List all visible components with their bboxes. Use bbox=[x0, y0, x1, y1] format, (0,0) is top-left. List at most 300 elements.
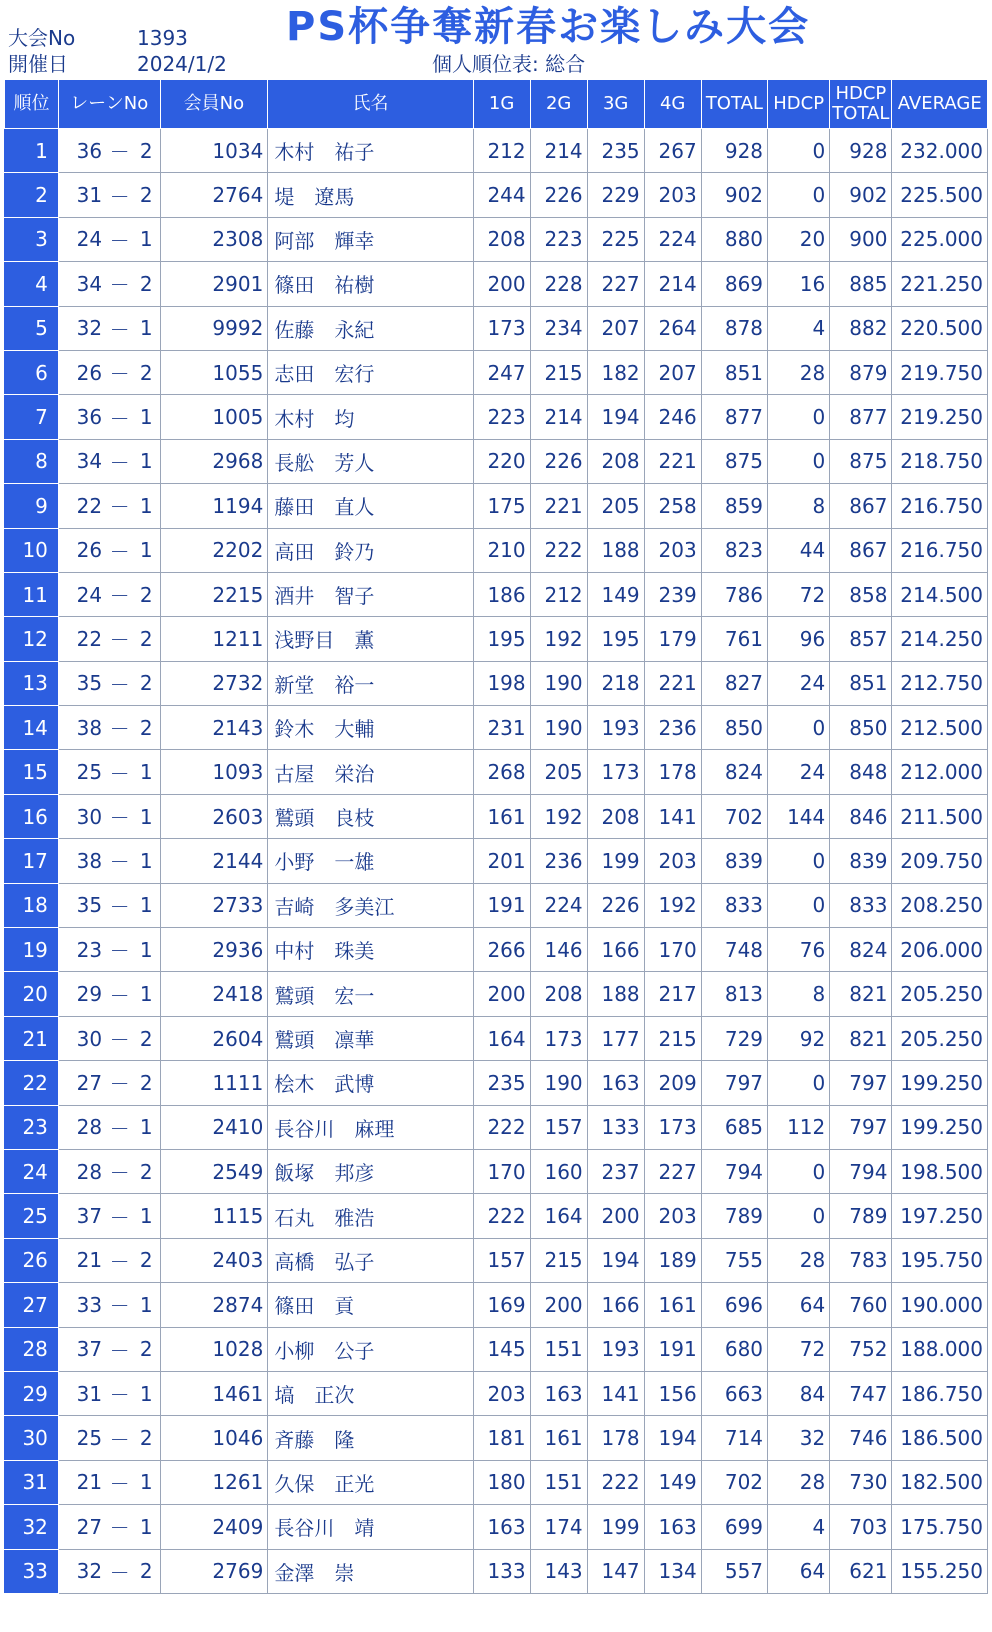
member-no-cell: 2769 bbox=[160, 1549, 268, 1593]
lane-sub-cell: 1 bbox=[133, 1283, 160, 1327]
lane-sub-cell: 1 bbox=[133, 1194, 160, 1238]
hdcp-cell: 112 bbox=[768, 1105, 830, 1149]
hdcp-total-cell: 730 bbox=[830, 1460, 892, 1504]
member-no-cell: 2410 bbox=[160, 1105, 268, 1149]
game2-cell: 146 bbox=[530, 928, 587, 972]
rank-cell: 5 bbox=[5, 306, 59, 350]
lane-dash: － bbox=[106, 484, 133, 528]
game4-cell: 134 bbox=[644, 1549, 701, 1593]
lane-dash: － bbox=[106, 794, 133, 838]
lane-sub-cell: 2 bbox=[133, 1061, 160, 1105]
game4-cell: 163 bbox=[644, 1505, 701, 1549]
game2-cell: 214 bbox=[530, 395, 587, 439]
game1-cell: 222 bbox=[473, 1105, 530, 1149]
lane-cell: 27 bbox=[58, 1061, 106, 1105]
game4-cell: 221 bbox=[644, 439, 701, 483]
game4-cell: 178 bbox=[644, 750, 701, 794]
player-name-cell: 新堂 裕一 bbox=[268, 661, 473, 705]
member-no-cell: 1034 bbox=[160, 129, 268, 173]
player-name-cell: 堤 遼馬 bbox=[268, 173, 473, 217]
average-cell: 175.750 bbox=[892, 1505, 988, 1549]
player-name-cell: 鈴木 大輔 bbox=[268, 706, 473, 750]
lane-cell: 36 bbox=[58, 129, 106, 173]
lane-sub-cell: 2 bbox=[133, 350, 160, 394]
rank-cell: 17 bbox=[5, 839, 59, 883]
average-cell: 186.750 bbox=[892, 1371, 988, 1415]
game1-cell: 244 bbox=[473, 173, 530, 217]
hdcp-total-cell: 747 bbox=[830, 1371, 892, 1415]
player-name-cell: 木村 均 bbox=[268, 395, 473, 439]
table-row bbox=[5, 1549, 988, 1593]
table-row bbox=[5, 262, 988, 306]
hdcp-cell: 8 bbox=[768, 484, 830, 528]
rank-cell: 21 bbox=[5, 1016, 59, 1060]
average-cell: 225.500 bbox=[892, 173, 988, 217]
game2-cell: 164 bbox=[530, 1194, 587, 1238]
game4-cell: 179 bbox=[644, 617, 701, 661]
game1-cell: 191 bbox=[473, 883, 530, 927]
table-row bbox=[5, 1371, 988, 1415]
total-cell: 902 bbox=[701, 173, 767, 217]
lane-sub-cell: 1 bbox=[133, 528, 160, 572]
lane-sub-cell: 1 bbox=[133, 306, 160, 350]
rank-cell: 3 bbox=[5, 217, 59, 261]
member-no-cell: 2215 bbox=[160, 572, 268, 616]
game1-cell: 235 bbox=[473, 1061, 530, 1105]
hdcp-cell: 32 bbox=[768, 1416, 830, 1460]
col-g2-header: 2G bbox=[530, 80, 587, 129]
game3-cell: 173 bbox=[587, 750, 644, 794]
lane-dash: － bbox=[106, 1149, 133, 1193]
member-no-cell: 9992 bbox=[160, 306, 268, 350]
hdcp-total-cell: 867 bbox=[830, 528, 892, 572]
lane-cell: 36 bbox=[58, 395, 106, 439]
player-name-cell: 鷲頭 宏一 bbox=[268, 972, 473, 1016]
lane-cell: 28 bbox=[58, 1105, 106, 1149]
hdcp-cell: 144 bbox=[768, 794, 830, 838]
player-name-cell: 石丸 雅浩 bbox=[268, 1194, 473, 1238]
game3-cell: 208 bbox=[587, 439, 644, 483]
game4-cell: 203 bbox=[644, 1194, 701, 1238]
hdcp-total-cell: 703 bbox=[830, 1505, 892, 1549]
lane-cell: 24 bbox=[58, 572, 106, 616]
lane-dash: － bbox=[106, 217, 133, 261]
average-cell: 155.250 bbox=[892, 1549, 988, 1593]
game1-cell: 266 bbox=[473, 928, 530, 972]
hdcp-cell: 72 bbox=[768, 1327, 830, 1371]
player-name-cell: 小柳 公子 bbox=[268, 1327, 473, 1371]
member-no-cell: 1046 bbox=[160, 1416, 268, 1460]
lane-dash: － bbox=[106, 262, 133, 306]
rank-cell: 12 bbox=[5, 617, 59, 661]
game2-cell: 208 bbox=[530, 972, 587, 1016]
game3-cell: 163 bbox=[587, 1061, 644, 1105]
lane-cell: 35 bbox=[58, 661, 106, 705]
member-no-cell: 2409 bbox=[160, 1505, 268, 1549]
lane-cell: 27 bbox=[58, 1505, 106, 1549]
game1-cell: 163 bbox=[473, 1505, 530, 1549]
player-name-cell: 篠田 祐樹 bbox=[268, 262, 473, 306]
col-hdcp-total-line1: HDCP bbox=[835, 83, 887, 104]
rank-cell: 2 bbox=[5, 173, 59, 217]
col-hdcp-header: HDCP bbox=[768, 80, 830, 129]
hdcp-cell: 0 bbox=[768, 1149, 830, 1193]
total-cell: 714 bbox=[701, 1416, 767, 1460]
member-no-cell: 2901 bbox=[160, 262, 268, 306]
game3-cell: 222 bbox=[587, 1460, 644, 1504]
hdcp-cell: 24 bbox=[768, 661, 830, 705]
player-name-cell: 浅野目 薫 bbox=[268, 617, 473, 661]
hdcp-total-cell: 797 bbox=[830, 1105, 892, 1149]
lane-cell: 30 bbox=[58, 1016, 106, 1060]
lane-cell: 25 bbox=[58, 1416, 106, 1460]
hdcp-total-cell: 877 bbox=[830, 395, 892, 439]
rank-cell: 8 bbox=[5, 439, 59, 483]
game2-cell: 190 bbox=[530, 661, 587, 705]
game2-cell: 221 bbox=[530, 484, 587, 528]
hdcp-cell: 76 bbox=[768, 928, 830, 972]
player-name-cell: 長舩 芳人 bbox=[268, 439, 473, 483]
game3-cell: 200 bbox=[587, 1194, 644, 1238]
game4-cell: 246 bbox=[644, 395, 701, 439]
game4-cell: 203 bbox=[644, 839, 701, 883]
game1-cell: 186 bbox=[473, 572, 530, 616]
rank-cell: 4 bbox=[5, 262, 59, 306]
col-hdcp-total-line2: TOTAL bbox=[832, 103, 890, 124]
lane-dash: － bbox=[106, 439, 133, 483]
game1-cell: 220 bbox=[473, 439, 530, 483]
rank-cell: 20 bbox=[5, 972, 59, 1016]
game3-cell: 188 bbox=[587, 528, 644, 572]
game4-cell: 170 bbox=[644, 928, 701, 972]
average-cell: 211.500 bbox=[892, 794, 988, 838]
table-header-row bbox=[5, 80, 988, 129]
game1-cell: 201 bbox=[473, 839, 530, 883]
member-no-cell: 2549 bbox=[160, 1149, 268, 1193]
hdcp-total-cell: 879 bbox=[830, 350, 892, 394]
game1-cell: 200 bbox=[473, 262, 530, 306]
player-name-cell: 木村 祐子 bbox=[268, 129, 473, 173]
game4-cell: 194 bbox=[644, 1416, 701, 1460]
game1-cell: 198 bbox=[473, 661, 530, 705]
total-cell: 702 bbox=[701, 1460, 767, 1504]
player-name-cell: 篠田 貢 bbox=[268, 1283, 473, 1327]
hdcp-cell: 84 bbox=[768, 1371, 830, 1415]
game2-cell: 190 bbox=[530, 1061, 587, 1105]
game1-cell: 175 bbox=[473, 484, 530, 528]
ranking-table bbox=[4, 79, 988, 1594]
member-no-cell: 2403 bbox=[160, 1238, 268, 1282]
lane-dash: － bbox=[106, 1460, 133, 1504]
average-cell: 221.250 bbox=[892, 262, 988, 306]
game1-cell: 173 bbox=[473, 306, 530, 350]
lane-cell: 25 bbox=[58, 750, 106, 794]
game3-cell: 166 bbox=[587, 1283, 644, 1327]
lane-sub-cell: 2 bbox=[133, 1238, 160, 1282]
player-name-cell: 塙 正次 bbox=[268, 1371, 473, 1415]
player-name-cell: 古屋 栄治 bbox=[268, 750, 473, 794]
page-title: PS杯争奪新春お楽しみ大会 bbox=[286, 4, 811, 50]
hdcp-cell: 96 bbox=[768, 617, 830, 661]
lane-dash: － bbox=[106, 928, 133, 972]
hdcp-total-cell: 900 bbox=[830, 217, 892, 261]
lane-cell: 23 bbox=[58, 928, 106, 972]
game2-cell: 151 bbox=[530, 1327, 587, 1371]
lane-dash: － bbox=[106, 1549, 133, 1593]
player-name-cell: 鷲頭 凛華 bbox=[268, 1016, 473, 1060]
game3-cell: 194 bbox=[587, 1238, 644, 1282]
lane-cell: 26 bbox=[58, 528, 106, 572]
member-no-cell: 2732 bbox=[160, 661, 268, 705]
hdcp-total-cell: 833 bbox=[830, 883, 892, 927]
lane-dash: － bbox=[106, 1327, 133, 1371]
hdcp-cell: 44 bbox=[768, 528, 830, 572]
game4-cell: 214 bbox=[644, 262, 701, 306]
average-cell: 182.500 bbox=[892, 1460, 988, 1504]
lane-dash: － bbox=[106, 1416, 133, 1460]
table-row bbox=[5, 572, 988, 616]
table-row bbox=[5, 1016, 988, 1060]
lane-sub-cell: 2 bbox=[133, 706, 160, 750]
game3-cell: 195 bbox=[587, 617, 644, 661]
rank-cell: 10 bbox=[5, 528, 59, 572]
average-cell: 219.750 bbox=[892, 350, 988, 394]
game1-cell: 161 bbox=[473, 794, 530, 838]
average-cell: 199.250 bbox=[892, 1061, 988, 1105]
hdcp-total-cell: 928 bbox=[830, 129, 892, 173]
date-value: 2024/1/2 bbox=[137, 52, 227, 76]
lane-cell: 34 bbox=[58, 439, 106, 483]
rank-cell: 19 bbox=[5, 928, 59, 972]
table-row bbox=[5, 839, 988, 883]
total-cell: 869 bbox=[701, 262, 767, 306]
rank-cell: 25 bbox=[5, 1194, 59, 1238]
total-cell: 827 bbox=[701, 661, 767, 705]
total-cell: 928 bbox=[701, 129, 767, 173]
lane-dash: － bbox=[106, 572, 133, 616]
lane-cell: 29 bbox=[58, 972, 106, 1016]
col-g3-header: 3G bbox=[587, 80, 644, 129]
game2-cell: 212 bbox=[530, 572, 587, 616]
total-cell: 761 bbox=[701, 617, 767, 661]
player-name-cell: 佐藤 永紀 bbox=[268, 306, 473, 350]
lane-sub-cell: 2 bbox=[133, 1416, 160, 1460]
game2-cell: 161 bbox=[530, 1416, 587, 1460]
col-rank-header: 順位 bbox=[5, 80, 59, 129]
tournament-no-value: 1393 bbox=[137, 26, 188, 50]
col-average-header: AVERAGE bbox=[892, 80, 988, 129]
game2-cell: 143 bbox=[530, 1549, 587, 1593]
game4-cell: 149 bbox=[644, 1460, 701, 1504]
lane-sub-cell: 1 bbox=[133, 1371, 160, 1415]
player-name-cell: 長谷川 靖 bbox=[268, 1505, 473, 1549]
lane-sub-cell: 1 bbox=[133, 217, 160, 261]
lane-cell: 28 bbox=[58, 1149, 106, 1193]
hdcp-total-cell: 797 bbox=[830, 1061, 892, 1105]
member-no-cell: 1005 bbox=[160, 395, 268, 439]
hdcp-cell: 4 bbox=[768, 306, 830, 350]
hdcp-total-cell: 885 bbox=[830, 262, 892, 306]
lane-sub-cell: 1 bbox=[133, 794, 160, 838]
hdcp-cell: 4 bbox=[768, 1505, 830, 1549]
rank-cell: 1 bbox=[5, 129, 59, 173]
total-cell: 850 bbox=[701, 706, 767, 750]
hdcp-total-cell: 821 bbox=[830, 1016, 892, 1060]
average-cell: 212.750 bbox=[892, 661, 988, 705]
lane-sub-cell: 1 bbox=[133, 439, 160, 483]
lane-cell: 33 bbox=[58, 1283, 106, 1327]
total-cell: 877 bbox=[701, 395, 767, 439]
game3-cell: 166 bbox=[587, 928, 644, 972]
game4-cell: 209 bbox=[644, 1061, 701, 1105]
hdcp-cell: 0 bbox=[768, 706, 830, 750]
total-cell: 875 bbox=[701, 439, 767, 483]
game1-cell: 203 bbox=[473, 1371, 530, 1415]
game3-cell: 149 bbox=[587, 572, 644, 616]
game1-cell: 195 bbox=[473, 617, 530, 661]
game4-cell: 192 bbox=[644, 883, 701, 927]
total-cell: 833 bbox=[701, 883, 767, 927]
rank-cell: 29 bbox=[5, 1371, 59, 1415]
average-cell: 206.000 bbox=[892, 928, 988, 972]
table-row bbox=[5, 350, 988, 394]
lane-sub-cell: 1 bbox=[133, 484, 160, 528]
rank-cell: 7 bbox=[5, 395, 59, 439]
hdcp-total-cell: 848 bbox=[830, 750, 892, 794]
game1-cell: 268 bbox=[473, 750, 530, 794]
game1-cell: 223 bbox=[473, 395, 530, 439]
rank-cell: 24 bbox=[5, 1149, 59, 1193]
hdcp-total-cell: 760 bbox=[830, 1283, 892, 1327]
total-cell: 786 bbox=[701, 572, 767, 616]
player-name-cell: 飯塚 邦彦 bbox=[268, 1149, 473, 1193]
game1-cell: 145 bbox=[473, 1327, 530, 1371]
hdcp-cell: 64 bbox=[768, 1283, 830, 1327]
rank-cell: 6 bbox=[5, 350, 59, 394]
lane-cell: 37 bbox=[58, 1327, 106, 1371]
total-cell: 685 bbox=[701, 1105, 767, 1149]
game2-cell: 192 bbox=[530, 617, 587, 661]
game4-cell: 264 bbox=[644, 306, 701, 350]
game4-cell: 189 bbox=[644, 1238, 701, 1282]
member-no-cell: 2202 bbox=[160, 528, 268, 572]
table-row bbox=[5, 439, 988, 483]
game2-cell: 160 bbox=[530, 1149, 587, 1193]
hdcp-cell: 92 bbox=[768, 1016, 830, 1060]
lane-dash: － bbox=[106, 706, 133, 750]
game4-cell: 203 bbox=[644, 173, 701, 217]
total-cell: 663 bbox=[701, 1371, 767, 1415]
lane-sub-cell: 2 bbox=[133, 572, 160, 616]
hdcp-total-cell: 839 bbox=[830, 839, 892, 883]
table-row bbox=[5, 306, 988, 350]
player-name-cell: 吉崎 多美江 bbox=[268, 883, 473, 927]
game4-cell: 258 bbox=[644, 484, 701, 528]
lane-sub-cell: 2 bbox=[133, 1549, 160, 1593]
rank-cell: 31 bbox=[5, 1460, 59, 1504]
rank-cell: 16 bbox=[5, 794, 59, 838]
member-no-cell: 1194 bbox=[160, 484, 268, 528]
hdcp-cell: 16 bbox=[768, 262, 830, 306]
table-row bbox=[5, 661, 988, 705]
game3-cell: 133 bbox=[587, 1105, 644, 1149]
average-cell: 219.250 bbox=[892, 395, 988, 439]
hdcp-cell: 0 bbox=[768, 129, 830, 173]
game2-cell: 173 bbox=[530, 1016, 587, 1060]
game1-cell: 200 bbox=[473, 972, 530, 1016]
lane-sub-cell: 1 bbox=[133, 395, 160, 439]
game3-cell: 182 bbox=[587, 350, 644, 394]
total-cell: 789 bbox=[701, 1194, 767, 1238]
average-cell: 199.250 bbox=[892, 1105, 988, 1149]
hdcp-total-cell: 789 bbox=[830, 1194, 892, 1238]
game1-cell: 133 bbox=[473, 1549, 530, 1593]
table-row bbox=[5, 1061, 988, 1105]
average-cell: 220.500 bbox=[892, 306, 988, 350]
hdcp-total-cell: 850 bbox=[830, 706, 892, 750]
total-cell: 729 bbox=[701, 1016, 767, 1060]
lane-sub-cell: 1 bbox=[133, 839, 160, 883]
table-row bbox=[5, 1505, 988, 1549]
table-row bbox=[5, 928, 988, 972]
hdcp-cell: 72 bbox=[768, 572, 830, 616]
member-no-cell: 2764 bbox=[160, 173, 268, 217]
table-row bbox=[5, 1238, 988, 1282]
table-row bbox=[5, 484, 988, 528]
col-hdcp-total-header bbox=[830, 80, 892, 129]
lane-dash: － bbox=[106, 173, 133, 217]
game2-cell: 214 bbox=[530, 129, 587, 173]
member-no-cell: 2733 bbox=[160, 883, 268, 927]
game4-cell: 191 bbox=[644, 1327, 701, 1371]
table-row bbox=[5, 1283, 988, 1327]
lane-sub-cell: 2 bbox=[133, 1327, 160, 1371]
lane-dash: － bbox=[106, 528, 133, 572]
total-cell: 859 bbox=[701, 484, 767, 528]
total-cell: 851 bbox=[701, 350, 767, 394]
game2-cell: 151 bbox=[530, 1460, 587, 1504]
hdcp-total-cell: 621 bbox=[830, 1549, 892, 1593]
game3-cell: 147 bbox=[587, 1549, 644, 1593]
table-row bbox=[5, 883, 988, 927]
game3-cell: 141 bbox=[587, 1371, 644, 1415]
lane-dash: － bbox=[106, 1505, 133, 1549]
average-cell: 208.250 bbox=[892, 883, 988, 927]
game4-cell: 161 bbox=[644, 1283, 701, 1327]
player-name-cell: 鷲頭 良枝 bbox=[268, 794, 473, 838]
game3-cell: 194 bbox=[587, 395, 644, 439]
game2-cell: 223 bbox=[530, 217, 587, 261]
game3-cell: 229 bbox=[587, 173, 644, 217]
game3-cell: 208 bbox=[587, 794, 644, 838]
game1-cell: 164 bbox=[473, 1016, 530, 1060]
average-cell: 197.250 bbox=[892, 1194, 988, 1238]
game4-cell: 267 bbox=[644, 129, 701, 173]
rank-cell: 11 bbox=[5, 572, 59, 616]
lane-dash: － bbox=[106, 1238, 133, 1282]
hdcp-total-cell: 867 bbox=[830, 484, 892, 528]
game2-cell: 192 bbox=[530, 794, 587, 838]
game1-cell: 169 bbox=[473, 1283, 530, 1327]
game4-cell: 173 bbox=[644, 1105, 701, 1149]
game3-cell: 207 bbox=[587, 306, 644, 350]
lane-dash: － bbox=[106, 129, 133, 173]
lane-sub-cell: 1 bbox=[133, 883, 160, 927]
col-lane-header: レーンNo bbox=[58, 80, 160, 129]
game2-cell: 190 bbox=[530, 706, 587, 750]
rank-cell: 22 bbox=[5, 1061, 59, 1105]
player-name-cell: 酒井 智子 bbox=[268, 572, 473, 616]
